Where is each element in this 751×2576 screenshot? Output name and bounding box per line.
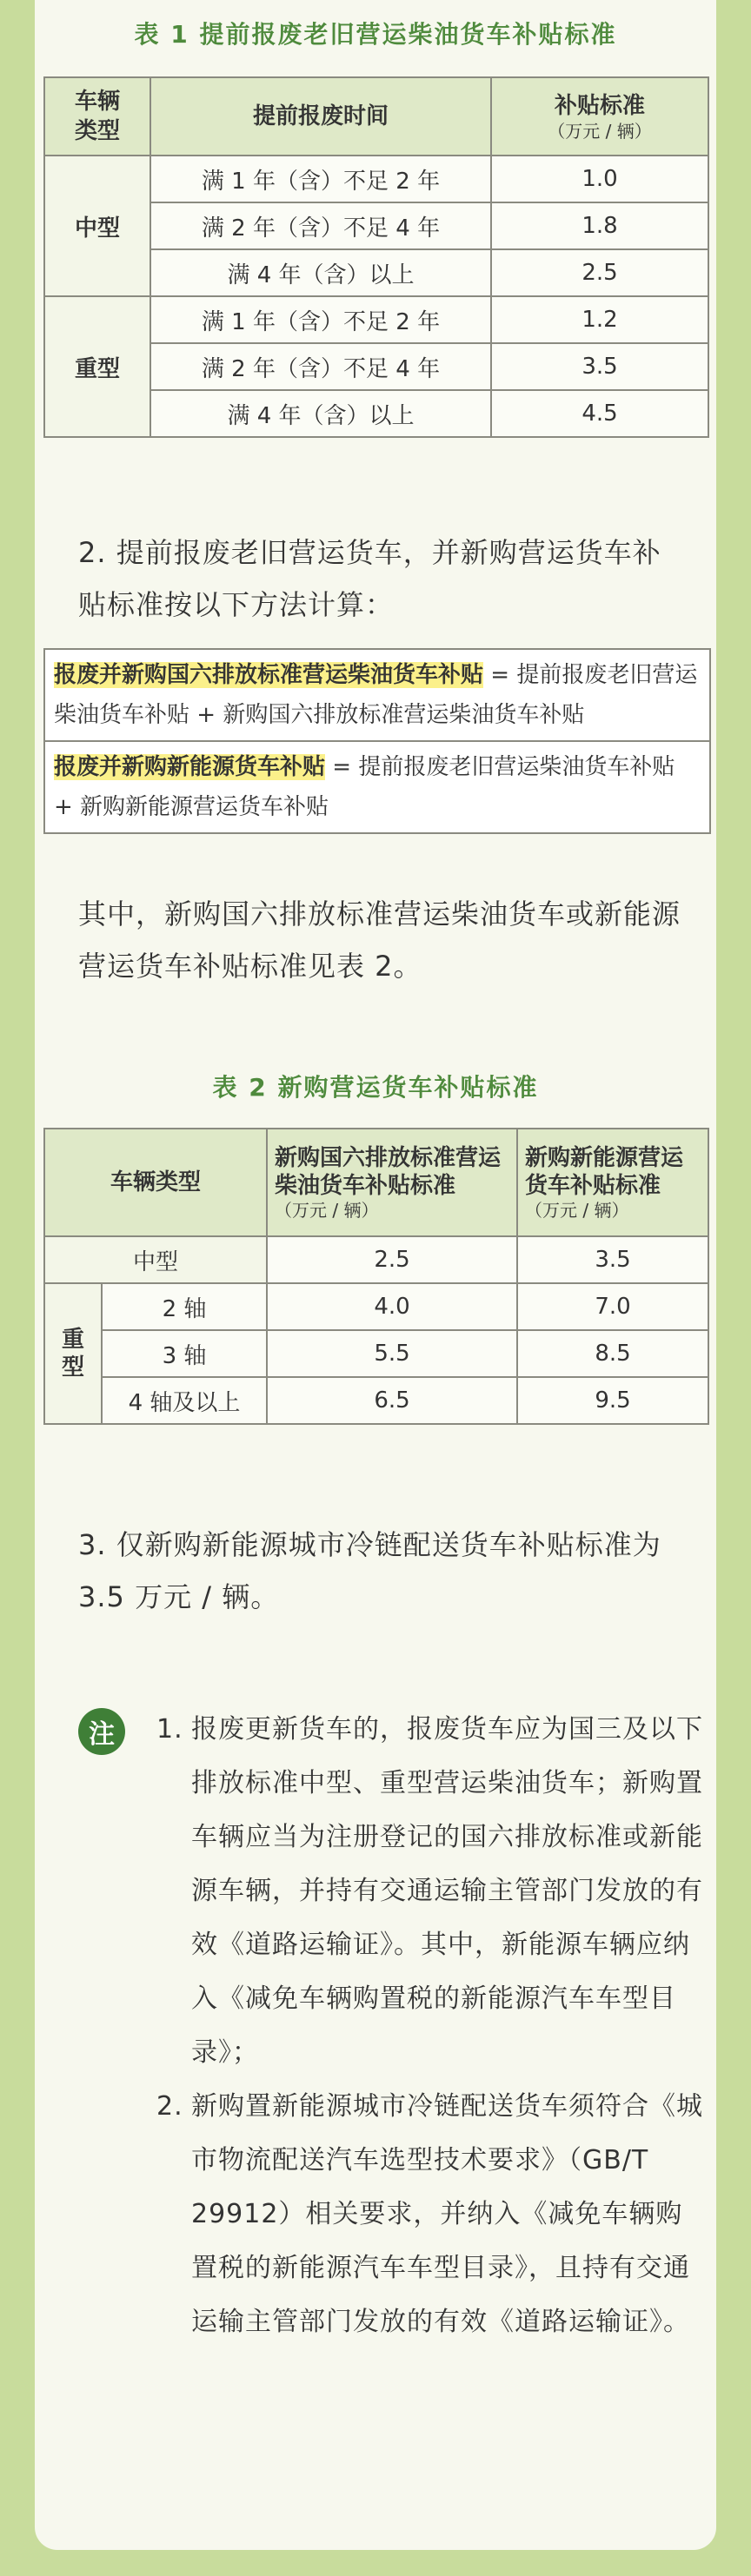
table2-cell-value: 6.5 [267, 1377, 517, 1424]
table2-cell-value: 4.0 [267, 1283, 517, 1330]
table1-cell-time: 满 1 年（含）不足 2 年 [150, 296, 491, 343]
note-text: 新购置新能源城市冷链配送货车须符合《城市物流配送汽车选型技术要求》（GB/T 29912）相关要求，并纳入《减免车辆购置税的新能源汽车车型目录》，且持有交通运输主管部门发放的有效《道路运输证》。 [191, 2091, 703, 2337]
table1 [43, 76, 708, 438]
table1-header-standard: 补贴标准 （万元 / 辆） [491, 77, 708, 156]
formula-box [43, 648, 711, 834]
table2-cell-value: 2.5 [267, 1236, 517, 1283]
section2-after: 其中，新购国六排放标准营运柴油货车或新能源营运货车补贴标准见表 2。 [78, 897, 681, 983]
table2-header-new-energy: 新购新能源营运货车补贴标准 （万元 / 辆） [517, 1129, 708, 1236]
table2-cell-axle: 2 轴 [102, 1283, 267, 1330]
table1-cell-time: 满 4 年（含）以上 [150, 390, 491, 437]
table1-type-medium: 中型 [44, 156, 150, 296]
table1-cell-time: 满 4 年（含）以上 [150, 249, 491, 296]
formula-diesel-highlight: 报废并新购国六排放标准营运柴油货车补贴 [54, 662, 484, 688]
table1-cell-time: 满 2 年（含）不足 4 年 [150, 343, 491, 390]
formula-diesel [45, 650, 709, 740]
table2-header-type: 车辆类型 [44, 1129, 267, 1236]
note-item [156, 2080, 704, 2349]
formula-new-energy [45, 740, 709, 832]
section3-text: 3. 仅新购新能源城市冷链配送货车补贴标准为 3.5 万元 / 辆。 [78, 1528, 661, 1613]
table1-cell-value: 4.5 [491, 390, 708, 437]
table1-cell-time: 满 2 年（含）不足 4 年 [150, 202, 491, 249]
table2-cell-value: 5.5 [267, 1330, 517, 1377]
table2-cell-value: 8.5 [517, 1330, 708, 1377]
table2-title: 表 2 新购营运货车补贴标准 [212, 1073, 539, 1102]
table1-cell-value: 1.0 [491, 156, 708, 202]
note-number: 1. [156, 1714, 183, 1745]
formula-diesel-text: = 提前报废老旧营运柴油货车补贴 + 新购国六排放标准营运柴油货车补贴 [54, 662, 698, 728]
table1-cell-value: 3.5 [491, 343, 708, 390]
note-text: 报废更新货车的，报废货车应为国三及以下排放标准中型、重型营运柴油货车；新购置车辆应当为注册登记的国六排放标准或新能源车辆，并持有交通运输主管部门发放的有效《道路运输证》。其中，新能源车辆应纳入《减免车辆购置税的新能源汽车车型目录》； [191, 1714, 703, 2068]
table2-header-diesel: 新购国六排放标准营运柴油货车补贴标准 （万元 / 辆） [267, 1129, 517, 1236]
table1-cell-time: 满 1 年（含）不足 2 年 [150, 156, 491, 202]
table1-title: 表 1 提前报废老旧营运柴油货车补贴标准 [134, 20, 617, 49]
formula-new-energy-text: = 提前报废老旧营运柴油货车补贴 + 新购新能源营运货车补贴 [54, 754, 675, 820]
content-card [35, 0, 716, 2550]
table2-cell-value: 3.5 [517, 1236, 708, 1283]
table2-cell-axle: 4 轴及以上 [102, 1377, 267, 1424]
table1-header-time: 提前报废时间 [150, 77, 491, 156]
table1-header-type: 车辆类型 [44, 77, 150, 156]
table2-cell-value: 9.5 [517, 1377, 708, 1424]
table1-cell-value: 1.2 [491, 296, 708, 343]
notes-list [156, 1703, 704, 2349]
note-number: 2. [156, 2091, 183, 2122]
formula-new-energy-highlight: 报废并新购新能源货车补贴 [54, 754, 326, 780]
note-item [156, 1703, 704, 2080]
table1-cell-value: 1.8 [491, 202, 708, 249]
note-badge: 注 [78, 1708, 125, 1755]
section2-heading: 2. 提前报废老旧营运货车，并新购营运货车补贴标准按以下方法计算： [78, 536, 661, 621]
table1-type-heavy: 重型 [44, 296, 150, 437]
table2-type-medium: 中型 [44, 1236, 267, 1283]
table2-cell-axle: 3 轴 [102, 1330, 267, 1377]
table2 [43, 1128, 708, 1425]
table2-type-heavy: 重型 [44, 1283, 102, 1424]
table1-cell-value: 2.5 [491, 249, 708, 296]
table2-cell-value: 7.0 [517, 1283, 708, 1330]
